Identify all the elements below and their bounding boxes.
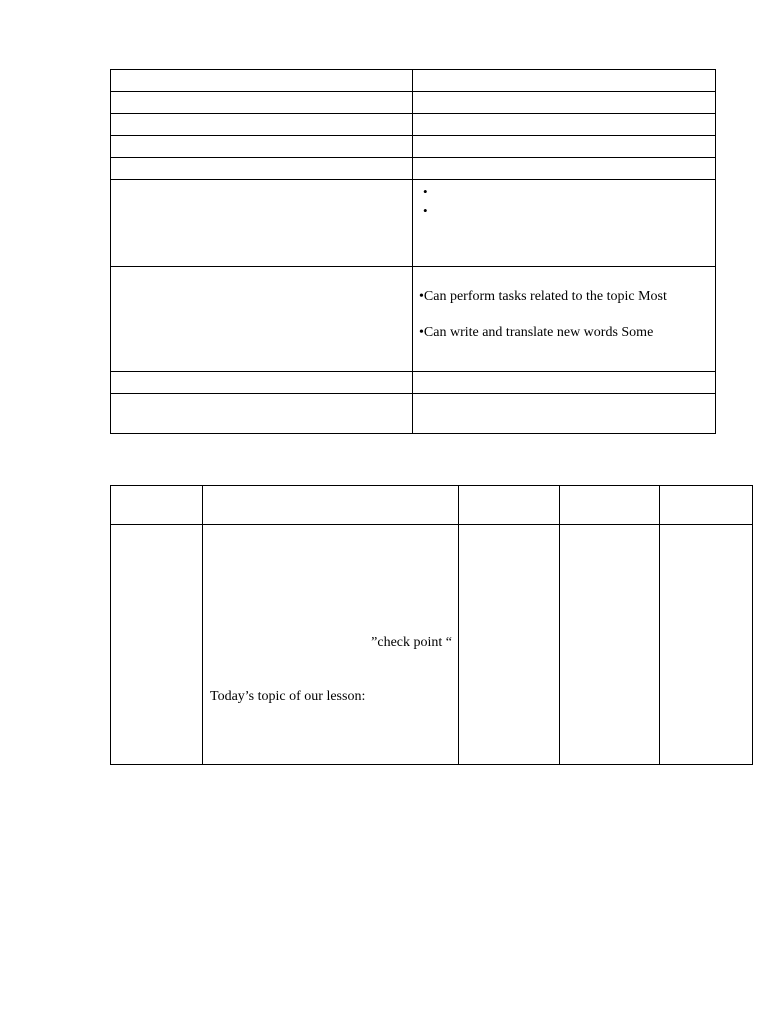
table-row [111, 70, 716, 92]
table-cell [413, 136, 716, 158]
outcome-item: •Can write and translate new words Some [419, 325, 654, 340]
header-cell [203, 486, 459, 525]
outcomes-cell [413, 267, 716, 372]
header-cell [459, 486, 560, 525]
topic-label: Today’s topic of our lesson: [210, 689, 366, 704]
table-cell [111, 92, 413, 114]
table-cell [111, 394, 413, 434]
activity-cell [203, 525, 459, 765]
table-row [111, 394, 716, 434]
table-cell [413, 158, 716, 180]
outcome-item: •Can perform tasks related to the topic Most [419, 289, 667, 304]
lesson-stages-table [110, 485, 753, 765]
table-cell [413, 372, 716, 394]
table-cell [111, 114, 413, 136]
table-cell [413, 92, 716, 114]
table-row [111, 158, 716, 180]
checkpoint-text: ”check point “ [371, 635, 452, 650]
table-row-objectives [111, 180, 716, 267]
table-row [111, 92, 716, 114]
table-cell [111, 70, 413, 92]
table-cell [413, 114, 716, 136]
table-cell [413, 70, 716, 92]
table-row-outcomes [111, 267, 716, 372]
lesson-plan-table [110, 69, 716, 434]
table-cell [459, 525, 560, 765]
table-cell [111, 372, 413, 394]
table-cell [111, 267, 413, 372]
table-header-row [111, 486, 753, 525]
table-cell [111, 525, 203, 765]
objectives-cell [413, 180, 716, 267]
header-cell [660, 486, 753, 525]
table-row [111, 136, 716, 158]
table-row [111, 372, 716, 394]
objective-bullet: • [423, 203, 428, 218]
table-cell [560, 525, 660, 765]
objective-bullet: • [423, 184, 428, 199]
table-cell [111, 158, 413, 180]
table-row [111, 114, 716, 136]
header-cell [111, 486, 203, 525]
table-cell [111, 136, 413, 158]
table-cell [660, 525, 753, 765]
table-cell [413, 394, 716, 434]
table-cell [111, 180, 413, 267]
header-cell [560, 486, 660, 525]
table-row [111, 525, 753, 765]
